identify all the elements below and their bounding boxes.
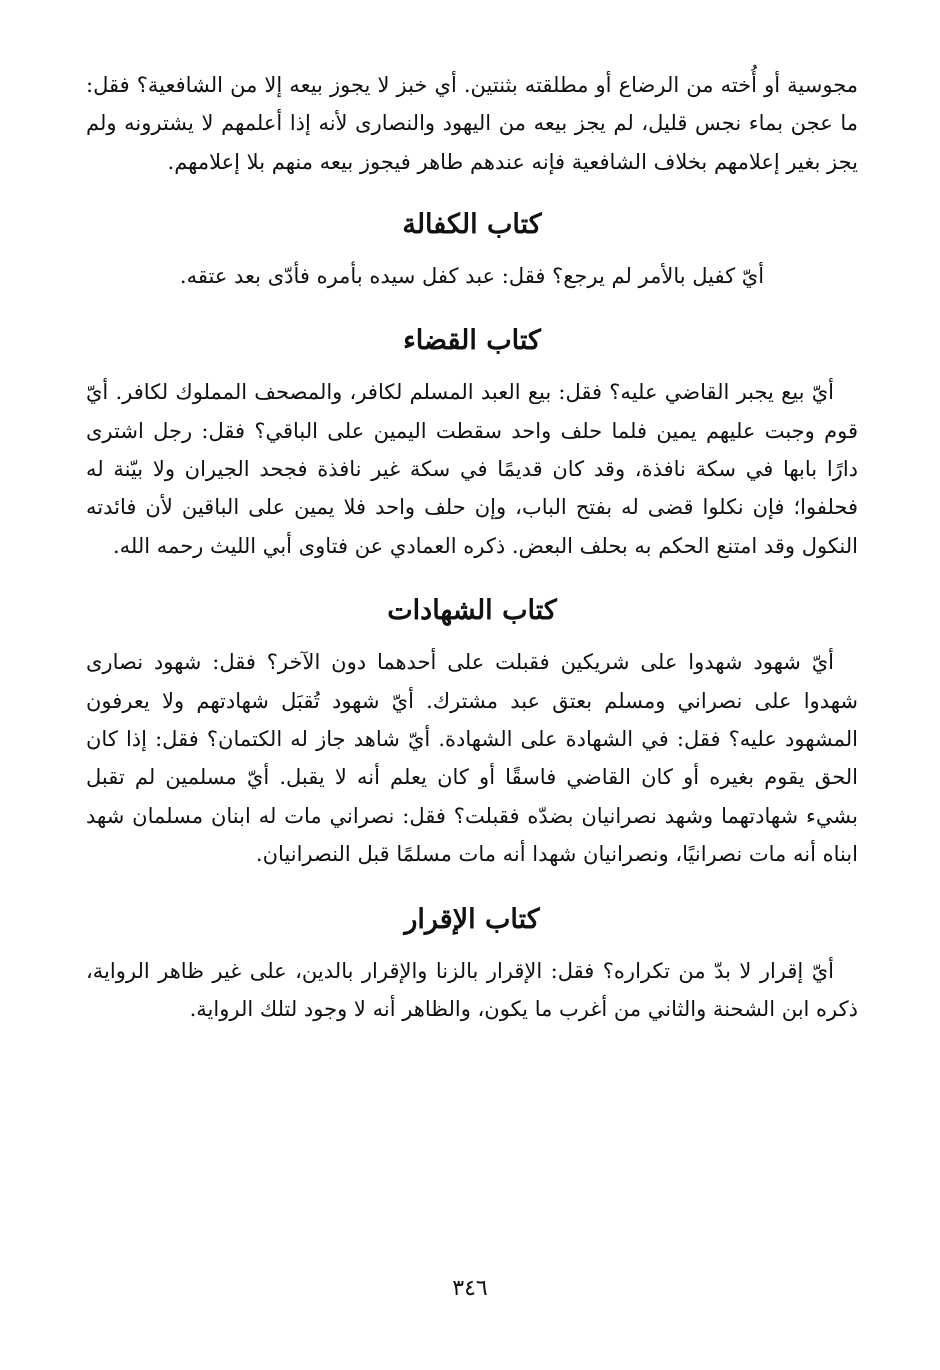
intro-paragraph: مجوسية أو أُخته من الرضاع أو مطلقته بثنتين. أي خبز لا يجوز بيعه إلا من الشافعية؟ فقل: ما عجن بماء نجس قليل، لم يجز بيعه من اليهود والنصارى لأنه إذا أعلمهم لا يشترونه ولم يجز بغير إعلامهم بخلاف الشافعية فإنه عندهم طاهر فيجوز بيعه منهم بلا إعلامهم. bbox=[86, 73, 858, 174]
page-body bbox=[86, 66, 858, 1029]
page-number: ٣٤٦ bbox=[452, 1276, 488, 1301]
section-text-kafala: أيّ كفيل بالأمر لم يرجع؟ فقل: عبد كفل سيده بأمره فأدّى بعد عتقه. bbox=[179, 264, 765, 289]
section-heading-shahadat: كتاب الشهادات bbox=[387, 595, 557, 627]
section-heading-iqrar: كتاب الإقرار bbox=[404, 903, 540, 935]
section-heading-qada: كتاب القضاء bbox=[403, 325, 541, 357]
section-text-qada: أيّ بيع يجبر القاضي عليه؟ فقل: بيع العبد المسلم لكافر، والمصحف المملوك لكافر. أيّ قوم وجبت عليهم يمين فلما حلف واحد سقطت اليمين على الباقي؟ فقل: رجل اشترى دارًا بابها في سكة نافذة، وقد كان قديمًا في سكة غير نافذة فجحد الجيران ولا بيّنة له فحلفوا؛ فإن نكلوا قضى له بفتح الباب، وإن حلف واحد فلا يمين على الباقين لأن فائدته النكول وقد امتنع الحكم به بحلف البعض. ذكره العمادي عن فتاوى أبي الليث رحمه الله. bbox=[86, 380, 858, 558]
section-heading-kafala: كتاب الكفالة bbox=[402, 209, 542, 241]
section-text-shahadat: أيّ شهود شهدوا على شريكين فقبلت على أحدهما دون الآخر؟ فقل: شهود نصارى شهدوا على نصراني ومسلم بعتق عبد مشترك. أيّ شهود تُقبَل شهادتهم ولا يعرفون المشهود عليه؟ فقل: في الشهادة على الشهادة. أيّ شاهد جاز له الكتمان؟ فقل: إذا كان الحق يقوم بغيره أو كان القاضي فاسقًا أو كان يعلم أنه لا يقبل. أيّ مسلمين لم تقبل بشيء شهادتهما وشهد نصرانيان بضدّه فقبلت؟ فقل: نصراني مات له ابنان مسلمان شهد ابناه أنه مات نصرانيًا، ونصرانيان شهدا أنه مات مسلمًا قبل النصرانيان. bbox=[86, 650, 858, 867]
section-text-iqrar: أيّ إقرار لا بدّ من تكراره؟ فقل: الإقرار بالزنا والإقرار بالدين، على غير ظاهر الرواية، ذكره ابن الشحنة والثاني من أغرب ما يكون، والظاهر أنه لا وجود لتلك الرواية. bbox=[86, 958, 858, 1022]
